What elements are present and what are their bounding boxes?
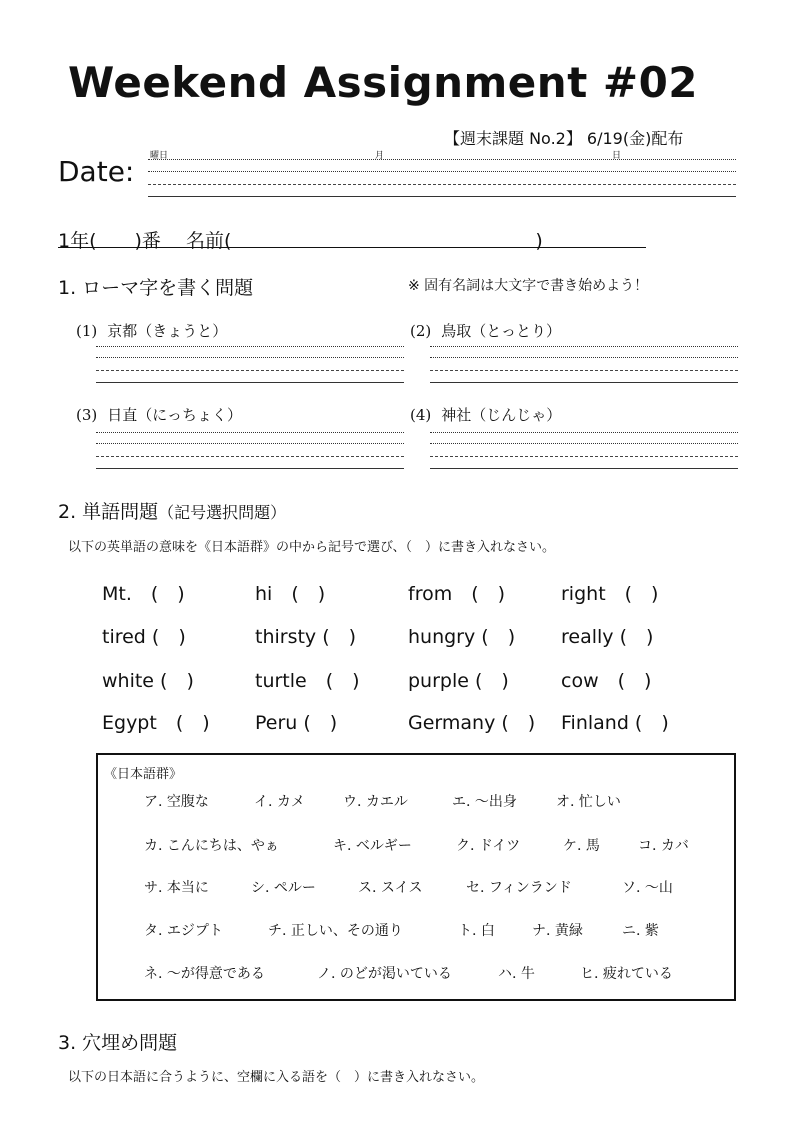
item-number: (3) bbox=[76, 406, 98, 424]
word-bank-option: イ. カメ bbox=[254, 794, 305, 810]
word-bank-option: ナ. 黄緑 bbox=[532, 923, 583, 939]
section2-heading-main: 2. 単語問題 bbox=[58, 501, 159, 523]
section2-heading bbox=[58, 497, 286, 524]
word-bank-option: ク. ドイツ bbox=[456, 838, 521, 854]
word-bank-option: ト. 白 bbox=[458, 923, 495, 939]
vocab-word[interactable]: thirsty ( ) bbox=[255, 626, 357, 648]
name-row[interactable]: 1年( )番 名前( ) bbox=[58, 230, 543, 252]
section1-item bbox=[76, 404, 242, 425]
section3-instruction: 以下の日本語に合うように、空欄に入る語を（ ）に書き入れなさい。 bbox=[68, 1070, 485, 1085]
word-bank-option: ソ. ～山 bbox=[622, 880, 673, 896]
section1-item bbox=[76, 320, 227, 341]
word-bank-option: ハ. 牛 bbox=[498, 966, 535, 982]
word-bank-option: コ. カバ bbox=[638, 838, 689, 854]
item-label: 神社（じんじゃ） bbox=[441, 406, 562, 424]
weekday-hint: 曜日 bbox=[150, 151, 169, 161]
vocab-word[interactable]: really ( ) bbox=[561, 626, 654, 648]
word-bank-option: キ. ベルギー bbox=[333, 838, 412, 854]
section2-instruction: 以下の英単語の意味を《日本語群》の中から記号で選び、（ ）に書き入れなさい。 bbox=[68, 540, 555, 555]
vocab-word[interactable]: hi ( ) bbox=[255, 583, 326, 605]
word-bank-option: カ. こんにちは、やぁ bbox=[144, 838, 279, 854]
vocab-word[interactable]: Finland ( ) bbox=[561, 712, 669, 734]
word-bank-option: サ. 本当に bbox=[144, 880, 209, 896]
section1-item bbox=[410, 404, 561, 425]
item-number: (4) bbox=[410, 406, 432, 424]
vocab-word[interactable]: turtle ( ) bbox=[255, 670, 360, 692]
section1-item bbox=[410, 320, 561, 341]
vocab-word[interactable]: Peru ( ) bbox=[255, 712, 338, 734]
word-bank-option: ネ. ～が得意である bbox=[144, 966, 265, 982]
date-line bbox=[148, 184, 736, 185]
vocab-word[interactable]: Germany ( ) bbox=[408, 712, 536, 734]
assignment-subtitle: 【週末課題 No.2】 6/19(金)配布 bbox=[444, 129, 684, 148]
word-bank-option: ニ. 紫 bbox=[622, 923, 659, 939]
section3-heading: 3. 穴埋め問題 bbox=[58, 1032, 178, 1054]
word-bank-option: エ. ～出身 bbox=[452, 794, 517, 810]
vocab-word[interactable]: hungry ( ) bbox=[408, 626, 516, 648]
date-label: Date: bbox=[58, 155, 135, 188]
word-bank-option: ア. 空腹な bbox=[144, 794, 209, 810]
day-hint: 日 bbox=[612, 151, 622, 161]
vocab-word[interactable]: from ( ) bbox=[408, 583, 506, 605]
vocab-word[interactable]: Egypt ( ) bbox=[102, 712, 210, 734]
word-bank-option: ヒ. 疲れている bbox=[580, 966, 673, 982]
section1-heading: 1. ローマ字を書く問題 bbox=[58, 277, 254, 299]
word-bank-option: チ. 正しい、その通り bbox=[268, 923, 403, 939]
vocab-word[interactable]: right ( ) bbox=[561, 583, 659, 605]
item-label: 京都（きょうと） bbox=[107, 322, 228, 340]
word-bank-option: タ. エジプト bbox=[144, 923, 223, 939]
item-number: (1) bbox=[76, 322, 98, 340]
word-bank-option: ウ. カエル bbox=[343, 794, 408, 810]
name-underline bbox=[58, 247, 646, 248]
vocab-word[interactable]: cow ( ) bbox=[561, 670, 652, 692]
word-bank-title: 《日本語群》 bbox=[104, 767, 183, 782]
month-hint: 月 bbox=[375, 151, 385, 161]
vocab-word[interactable]: white ( ) bbox=[102, 670, 194, 692]
date-line bbox=[148, 159, 736, 160]
word-bank-option: シ. ペルー bbox=[251, 880, 316, 896]
word-bank-option: セ. フィンランド bbox=[466, 880, 572, 896]
vocab-word[interactable]: purple ( ) bbox=[408, 670, 509, 692]
date-line bbox=[148, 196, 736, 197]
item-label: 鳥取（とっとり） bbox=[441, 322, 561, 340]
page-title: Weekend Assignment #02 bbox=[68, 58, 699, 107]
vocab-word[interactable]: tired ( ) bbox=[102, 626, 186, 648]
section2-heading-sub: （記号選択問題） bbox=[158, 503, 287, 522]
vocab-word[interactable]: Mt. ( ) bbox=[102, 583, 185, 605]
word-bank-option: ケ. 馬 bbox=[563, 838, 600, 854]
item-label: 日直（にっちょく） bbox=[107, 406, 242, 424]
word-bank-option: ノ. のどが渇いている bbox=[317, 966, 452, 982]
word-bank-option: ス. スイス bbox=[358, 880, 423, 896]
date-line bbox=[148, 171, 736, 172]
section1-note: ※ 固有名詞は大文字で書き始めよう！ bbox=[408, 278, 649, 294]
word-bank-option: オ. 忙しい bbox=[556, 794, 621, 810]
item-number: (2) bbox=[410, 322, 432, 340]
